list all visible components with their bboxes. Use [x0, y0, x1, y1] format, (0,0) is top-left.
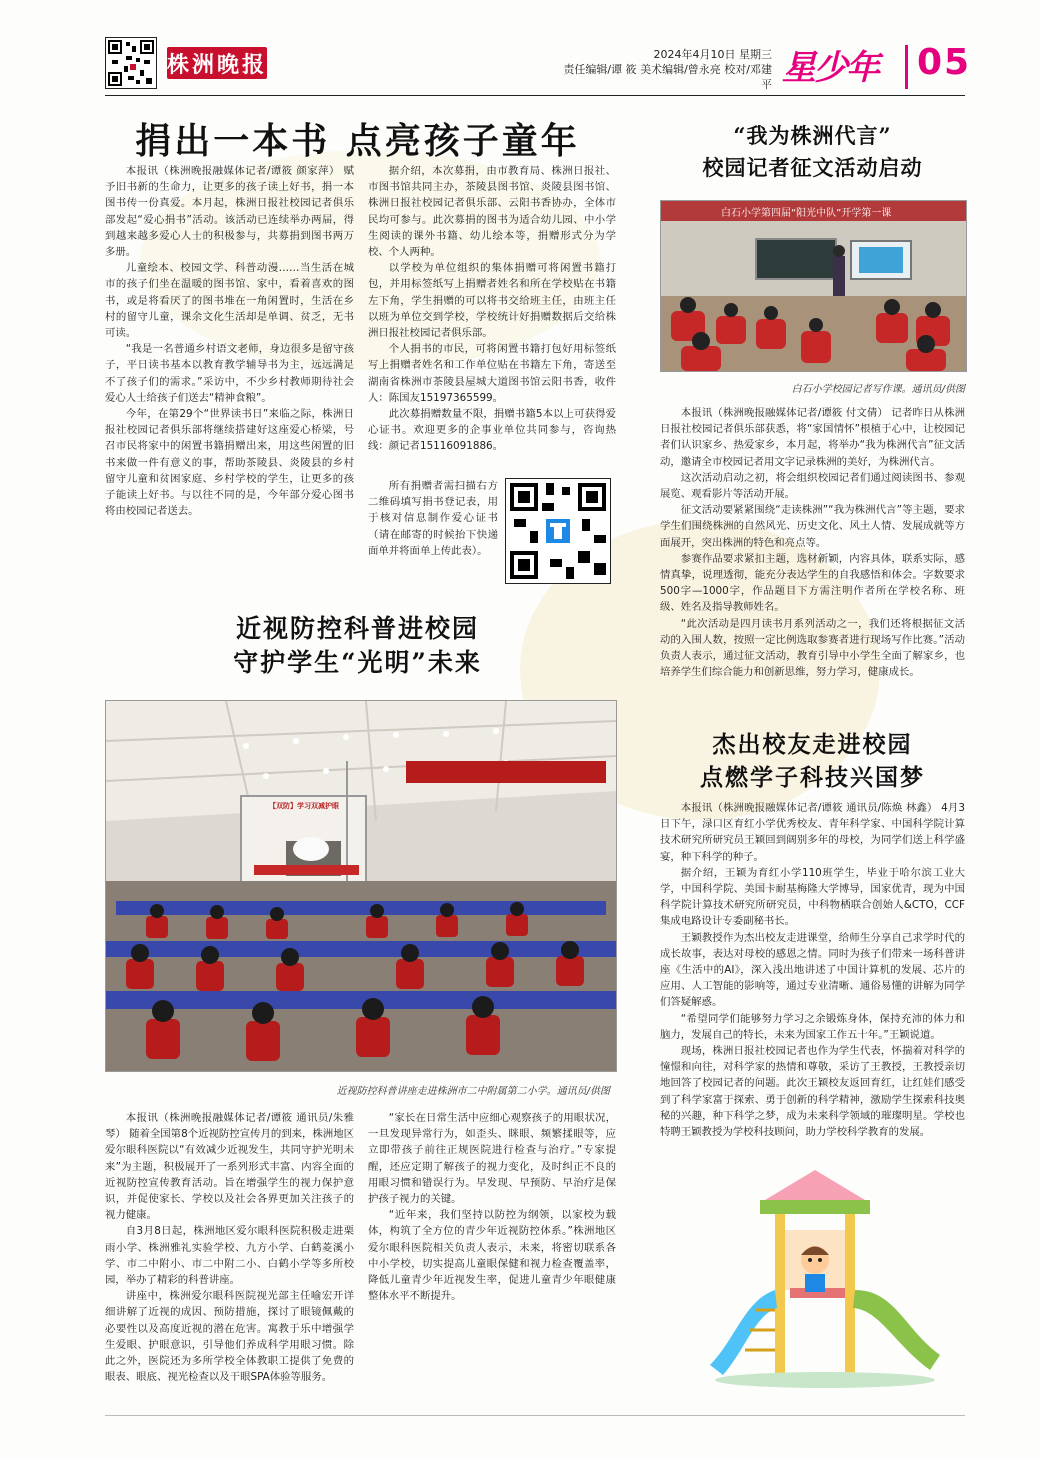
article4-paragraph: 王颖教授作为杰出校友走进课堂，给师生分享自己求学时代的成长故事，表达对母校的感恩之情。同时为孩子们带来一场科普讲座《生活中的AI》，深入浅出地讲述了中国计算机的发展、芯片的应用、人工智能的影响等，通过专业清晰、通俗易懂的讲解为同学们答疑解惑。: [660, 931, 965, 1009]
article3-paragraph: “近年来，我们坚持以防控为纲领，以家校为载体，构筑了全方位的青少年近视防控体系。”株洲地区爱尔眼科医院相关负责人表示，未来，将密切联系各中小学校，切实提高儿童眼保健和视力检查覆盖率，降低儿童青少年近视发生率，促进儿童青少年眼健康整体水平不断提升。: [368, 1209, 616, 1303]
editor-credits: 责任编辑/谭 筱 美术编辑/曾永亮 校对/邓建平: [563, 63, 772, 91]
article2-headline-line2: 校园记者征文活动启动: [702, 155, 923, 180]
article1-column-2: [368, 163, 616, 475]
article4-headline-line1: 杰出校友走进校园: [712, 731, 913, 758]
qr-note-text: 所有捐赠者需扫描右方二维码填写捐书登记表，用于核对信息制作爱心证书（请在邮寄的时候抬下快递面单并将面单上传此表）。: [368, 480, 498, 557]
article3-column-1: [105, 1110, 354, 1414]
article3-caption: 近视防控科普讲座走进株洲市二中附属第二小学。通讯员/供图: [336, 1086, 610, 1097]
article3-headline-line2: 守护学生“光明”未来: [233, 648, 482, 677]
playground-illustration: [705, 1170, 945, 1390]
photo-screen-title: 【双防】学习双减护眼: [269, 802, 339, 810]
section-title: 星少年: [782, 48, 878, 88]
article3-column-2: [368, 1110, 616, 1414]
masthead-logo: [167, 47, 267, 79]
article1-paragraph: 据介绍，本次募捐，由市教育局、株洲日报社、市图书馆共同主办，茶陵县图书馆、炎陵县图书馆、株洲日报社校园记者俱乐部、云阳书香协办，全体市民均可参与。此次募捐的图书为适合幼儿园、中小学生阅读的课外书籍、幼儿绘本等，捐赠形式分为学校、个人两种。: [368, 165, 616, 259]
article2-photo: [660, 200, 967, 372]
article1-paragraph: 此次募捐赠数量不限，捐赠书籍5本以上可获得爱心证书。欢迎更多的企事业单位共同参与，咨询热线：颜记者15116091886。: [368, 408, 616, 453]
article4-paragraph: “希望同学们能够努力学习之余锻炼身体，保持充沛的体力和脑力，发展自己的特长，未来为国家工作五十年。”王颖说道。: [660, 1012, 965, 1041]
page-number: 05: [917, 42, 972, 83]
footer-rule: [105, 1415, 965, 1416]
masthead-logo-text: 株洲晚报: [167, 51, 268, 78]
article1-paragraph: 以学校为单位组织的集体捐赠可将闲置书籍打包，并用标签纸写上捐赠者姓名和所在学校贴在书籍左下角，学生捐赠的可以将书交给班主任，由班主任以班为单位交到学校，学校统计好捐赠数据后交给株洲日报社校园记者俱乐部。: [368, 262, 616, 340]
article1-paragraph: 今年，在第29个“世界读书日”来临之际，株洲日报社校园记者俱乐部将继续搭建好这座爱心桥梁，号召市民将家中的闲置书籍捐赠出来，用这些闲置的旧书来做一件有意义的事，帮助茶陵县、炎陵县的乡村留守儿童和贫困家庭、乡村学校的学生，让更多的孩子能读上好书。与以往不同的是，今年部分爱心图书将由校园记者送去。: [105, 408, 354, 518]
article2-paragraph: “此次活动是四月读书月系列活动之一，我们还将根据征文活动的入围人数，按照一定比例选取参赛者进行现场写作比赛。”活动负责人表示，通过征文活动，教育引导中小学生全面了解家乡，也培养学生们综合能力和创新思维，努力学习，健康成长。: [660, 617, 965, 679]
article3-headline-line1: 近视防控科普进校园: [235, 614, 479, 643]
article3-paragraph: “家长在日常生活中应细心观察孩子的用眼状况，一旦发现异常行为，如歪头、眯眼、频繁揉眼等，应立即带孩子前往正规医院进行检查与治疗。”专家提醒，还应定期了解孩子的视力变化，及时纠正不良的用眼习惯和错误行为。早发现、早预防、早治疗是保护孩子视力的关键。: [368, 1112, 616, 1206]
article2-paragraph: 参赛作品要求紧扣主题，选材新颖，内容具体，联系实际，感情真挚，说理透彻，能充分表达学生的自我感悟和体会。字数要求500字—1000字，作品题目下方需注明作者所在学校名称、班级、姓名及指导教师姓名。: [660, 552, 965, 614]
article3-photo: [105, 700, 617, 1072]
article4-paragraph: 据介绍，王颖为育红小学110班学生，毕业于哈尔滨工业大学，中国科学院、美国卡耐基梅隆大学博导，国家优青，现为中国科学院计算技术研究所研究员，中科物栖联合创始人&CTO，CCF集成电路设计专委副秘书长。: [660, 866, 965, 928]
issue-date: 2024年4月10日 星期三: [653, 48, 772, 61]
masthead-meta: [560, 47, 772, 92]
masthead-qr-code: [105, 37, 157, 89]
article4-headline-line2: 点燃学子科技兴国梦: [700, 764, 925, 791]
article2-headline: [660, 120, 965, 184]
masthead-rule: [105, 95, 965, 96]
article1-paragraph: 本报讯（株洲晚报融媒体记者/谭筱 颜家萍） 赋予旧书新的生命力，让更多的孩子读上好书，捐一本图书传一份真爱。本月起，株洲日报社校园记者俱乐部发起“爱心捐书”活动。该活动已连续举办两届，得到越来越多爱心人士的积极参与，共募捐到图书两万多册。: [105, 165, 354, 259]
article2-caption: 白石小学校园记者写作课。通讯员/供图: [791, 384, 965, 395]
article1-paragraph: “我是一名普通乡村语文老师，身边很多是留守孩子，平日读书基本以教育教学辅导书为主，远远满足不了孩子们的需求。”采访中，不少乡村教师期待社会爱心人士给孩子们送去“精神食粮”。: [105, 343, 354, 404]
article1-headline: 捐出一本书 点亮孩子童年: [135, 120, 580, 162]
article1-paragraph: 儿童绘本、校园文学、科普动漫……当生活在城市的孩子们坐在温暖的图书馆、家中，看着喜欢的图书，或是将看厌了的图书堆在一角闲置时，生活在乡村的留守儿童，课余文化生活却是单调、贫乏，无书可读。: [105, 262, 354, 340]
article3-paragraph: 本报讯（株洲晚报融媒体记者/谭筱 通讯员/朱雅琴） 随着全国第8个近视防控宣传月的到来，株洲地区爱尔眼科医院以“有效减少近视发生，共同守护光明未来”为主题，积极展开了一系列形式丰富、内容全面的近视防控宣传教育活动。旨在增强学生的视力保护意识，并促使家长、学校以及社会各界更加关注孩子的视力健康。: [105, 1112, 354, 1222]
article3-paragraph: 自3月8日起，株洲地区爱尔眼科医院积极走进栗雨小学、株洲雅礼实验学校、九方小学、白鹤菱溪小学、市二中附小、市二中附二小、白鹤小学等多所校园，举办了精彩的科普讲座。: [105, 1225, 354, 1287]
article4-body: [660, 800, 965, 1164]
photo-banner-text: 白石小学第四届“阳光中队”开学第一课: [721, 208, 892, 219]
article1-qr-note: [368, 478, 498, 582]
article2-paragraph: 征文活动要紧紧围绕“走读株洲”“我为株洲代言”等主题，要求学生们围绕株洲的自然风光、历史文化、风土人情、发展成就等方面展开，突出株洲的特色和亮点等。: [660, 504, 965, 549]
donation-qr-code: [505, 478, 611, 584]
article4-paragraph: 本报讯（株洲晚报融媒体记者/谭筱 通讯员/陈焕 林鑫） 4月3日下午，渌口区育红小学优秀校友、青年科学家、中国科学院计算技术研究所研究员王颖回到阔别多年的母校，为同学们送上科学盛宴，种下科学的种子。: [660, 802, 965, 863]
article3-headline: [105, 612, 610, 680]
article4-paragraph: 现场，株洲日报社校园记者也作为学生代表，怀揣着对科学的憧憬和向往，对科学家的热情和尊敬，采访了王教授，王教授亲切地回答了校园记者的问题。此次王颖校友返回育红，让红娃们感受到了科学家富于探索、勇于创新的科学精神，激励学生探索科技奥秘的兴趣，种下科学之梦，成为未来科学领域的璀璨明星。学校也特聘王颖教授为学校科技顾问，助力学校科学教育的发展。: [660, 1045, 965, 1139]
article2-paragraph: 本报讯（株洲晚报融媒体记者/谭筱 付文倩） 记者昨日从株洲日报社校园记者俱乐部获悉，将“家国情怀”根植于心中，让校园记者们认识家乡、热爱家乡，本月起，将举办“我为株洲代言”征文活动，邀请全市校园记者用文字记录株洲的美好，为株洲代言。: [660, 407, 965, 468]
article2-paragraph: 这次活动启动之初，将会组织校园记者们通过阅读图书、参观展览、观看影片等活动开展。: [660, 471, 965, 501]
article1-column-1: [105, 163, 354, 581]
article2-headline-line1: “我为株洲代言”: [733, 123, 892, 148]
article1-paragraph: 个人捐书的市民，可将闲置书籍打包好用标签纸写上捐赠者姓名和工作单位贴在书籍左下角，寄送至湖南省株洲市茶陵县屋城大道图书馆云阳书香，收件人：陈国友15197365599。: [368, 343, 616, 404]
article3-paragraph: 讲座中，株洲爱尔眼科医院视光部主任喻宏开详细讲解了近视的成因、预防措施，探讨了眼镜佩戴的必要性以及高度近视的潜在危害。寓教于乐中增强学生爱眼、护眼意识，引导他们养成科学用眼习惯。除此之外，医院还为多所学校全体教职工提供了免费的眼表、眼底、视光检查以及干眼SPA体验等服务。: [105, 1290, 354, 1384]
article2-body: [660, 405, 965, 697]
masthead-divider: [905, 45, 908, 89]
article4-headline: [660, 728, 965, 794]
